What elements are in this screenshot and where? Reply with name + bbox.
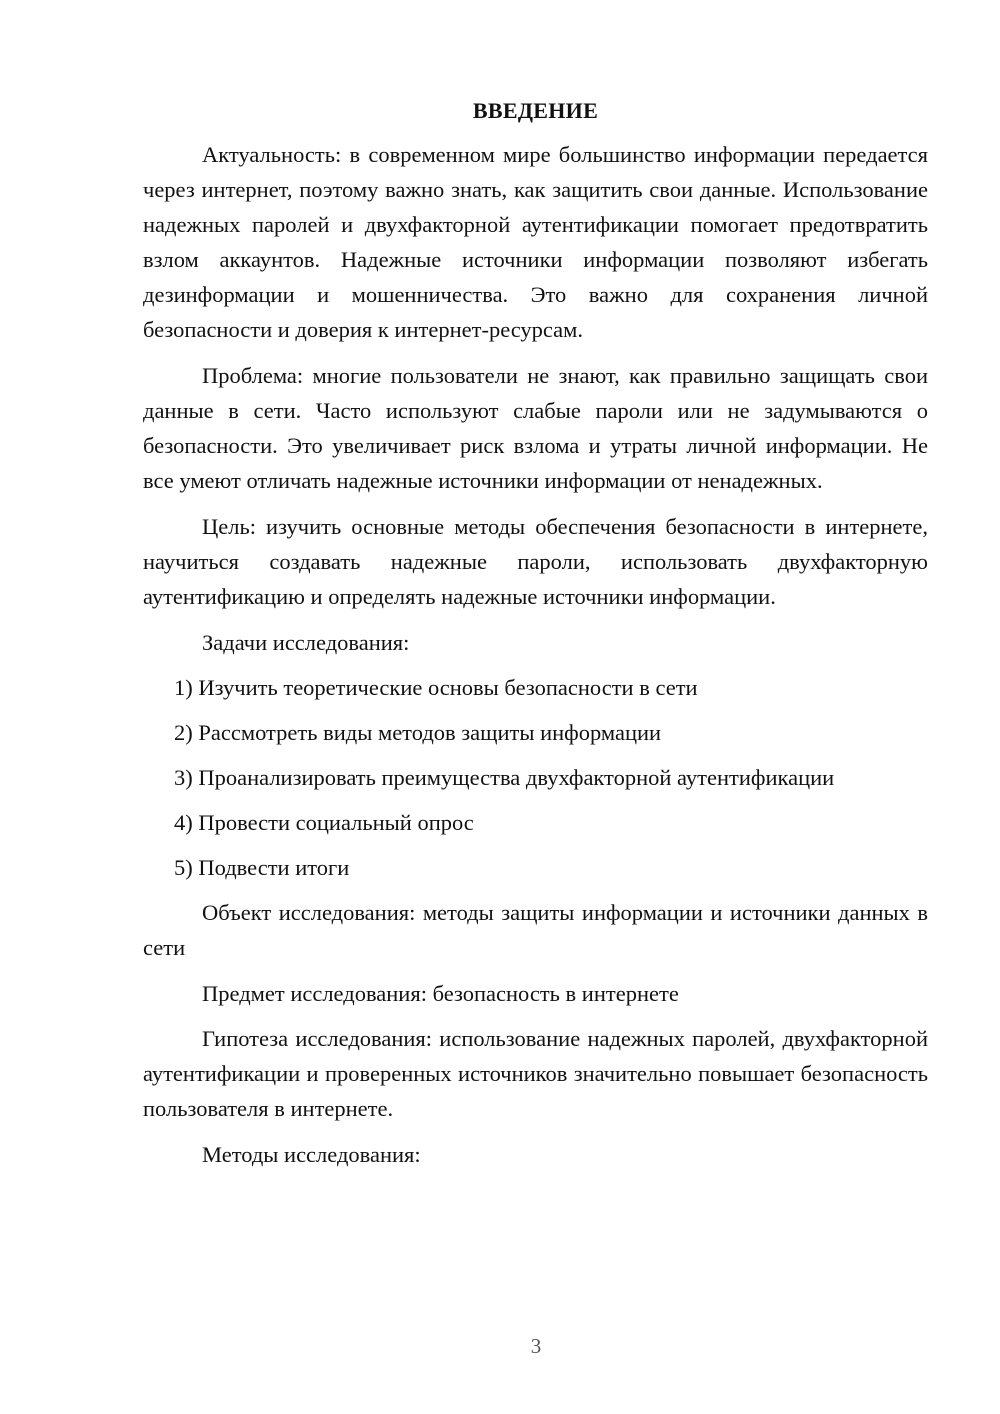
research-subject-paragraph: Предмет исследования: безопасность в интернете	[202, 981, 679, 1006]
problem-paragraph: Проблема: многие пользователи не знают, как правильно защищать свои данные в сети. Часто используют слабые пароли или не задумываются о безопасности. Это увеличивает риск взлома и утраты личной информации. Не все умеют отличать надежные источники информации от ненадежных.	[143, 363, 928, 493]
task-item: 4) Провести социальный опрос	[174, 810, 474, 835]
task-item: 5) Подвести итоги	[174, 855, 350, 880]
goal-paragraph: Цель: изучить основные методы обеспечения безопасности в интернете, научиться создавать надежные пароли, использовать двухфакторную аутентификацию и определять надежные источники информации.	[143, 514, 928, 609]
task-item: 3) Проанализировать преимущества двухфакторной аутентификации	[174, 765, 835, 790]
relevance-paragraph: Актуальность: в современном мире большинство информации передается через интернет, поэтому важно знать, как защитить свои данные. Использование надежных паролей и двухфакторной аутентификации помогает предотвратить взлом аккаунтов. Надежные источники информации позволяют избегать дезинформации и мошенничества. Это важно для сохранения личной безопасности и доверия к интернет-ресурсам.	[143, 142, 928, 342]
task-item: 1) Изучить теоретические основы безопасности в сети	[174, 675, 698, 700]
tasks-heading: Задачи исследования:	[202, 630, 410, 655]
tasks-list	[143, 670, 928, 885]
hypothesis-paragraph: Гипотеза исследования: использование надежных паролей, двухфакторной аутентификации и проверенных источников значительно повышает безопасность пользователя в интернете.	[143, 1026, 928, 1121]
research-object-paragraph: Объект исследования: методы защиты информации и источники данных в сети	[143, 900, 928, 960]
page-content	[143, 96, 928, 1182]
methods-heading: Методы исследования:	[202, 1142, 421, 1167]
task-item: 2) Рассмотреть виды методов защиты информации	[174, 720, 662, 745]
page-number: 3	[530, 1334, 542, 1358]
section-title: ВВЕДЕНИЕ	[472, 98, 599, 123]
